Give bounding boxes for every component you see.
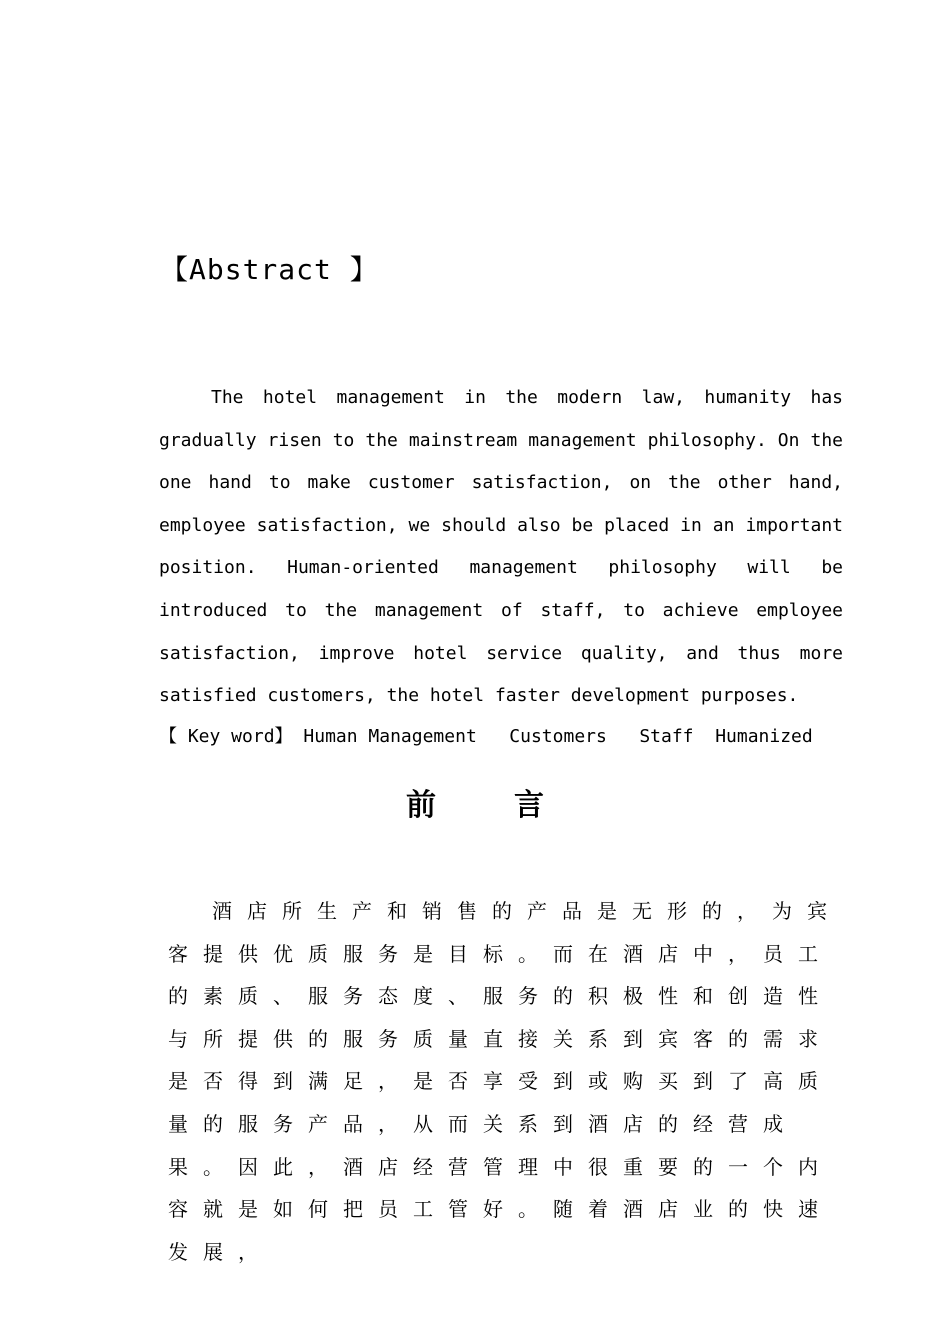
abstract-paragraph: The hotel management in the modern law, humanity has gradually risen to the mainstream management philosophy. On the one hand to make customer satisfaction, on the other hand, employee satisfaction, we should also be placed in an important position. Human-oriented management philosophy will be introduced to the management of staff, to achieve employee satisfaction, improve hotel service quality, and thus more satisfied customers, the hotel faster development purposes. xyxy=(159,387,843,707)
keywords-list: Human Management Customers Staff Humanized xyxy=(303,726,813,747)
keywords-label: 【 Key word】 xyxy=(159,726,293,747)
preface-title: 前言 xyxy=(406,788,622,823)
abstract-body xyxy=(159,377,843,718)
abstract-heading: 【Abstract 】 xyxy=(160,253,379,286)
preface-paragraph: 酒店所生产和销售的产品是无形的，为宾客提供优质服务是目标。而在酒店中，员工的素质、服务态度、服务的积极性和创造性与所提供的服务质量直接关系到宾客的需求是否得到满足，是否享受到或购买到了高质量的服务产品，从而关系到酒店的经营成果。因此，酒店经营管理中很重要的一个内容就是如何把员工管好。随着酒店业的快速发展， xyxy=(168,899,842,1264)
preface-body xyxy=(168,890,858,1273)
keywords-line xyxy=(159,722,859,748)
